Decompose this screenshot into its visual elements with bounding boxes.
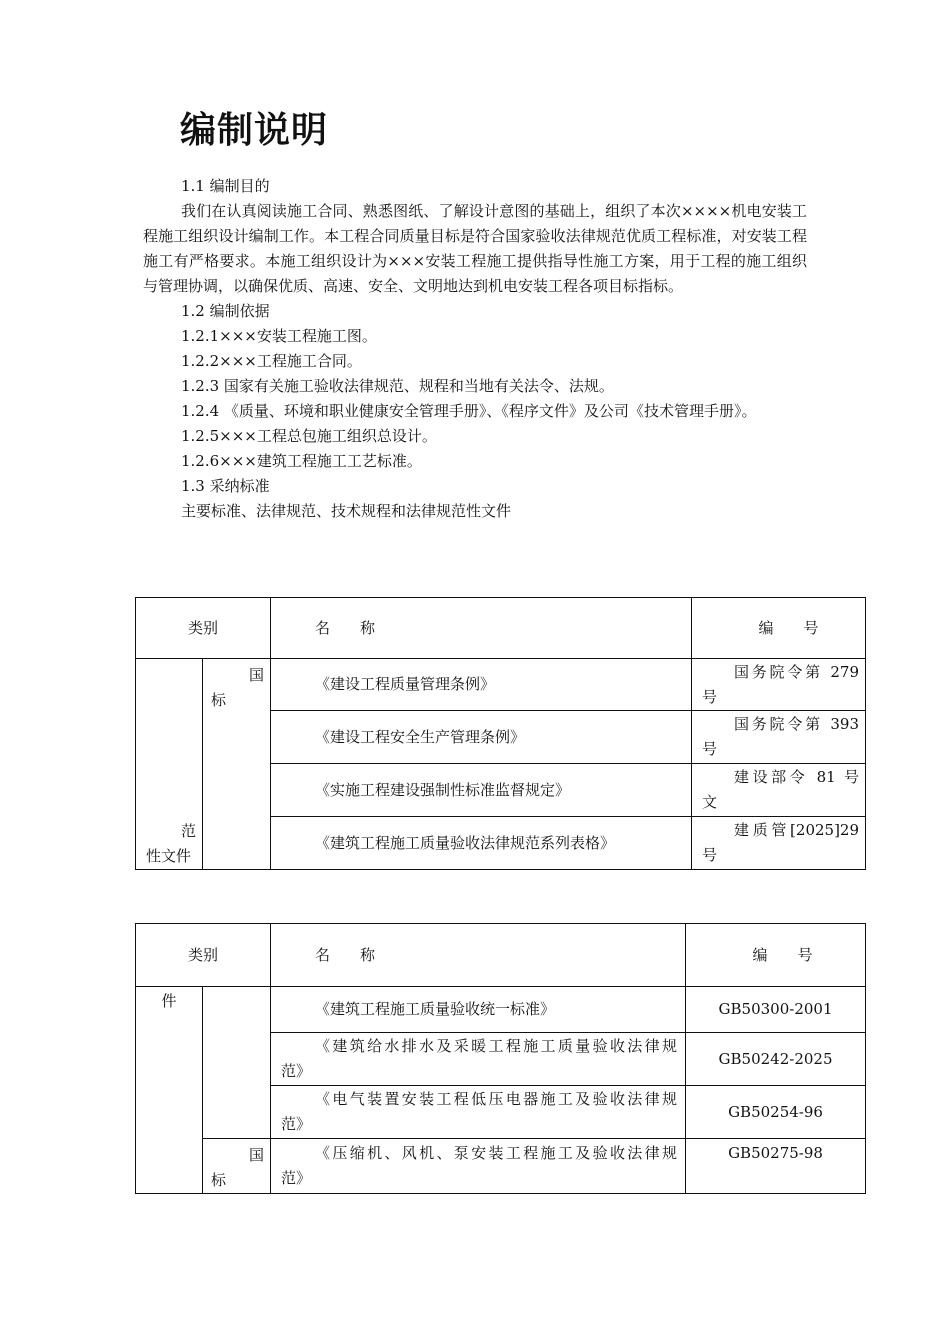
section-paragraph-1-3: 主要标准、法律规范、技术规程和法律规范性文件 [181,502,512,520]
header-name: 名 称 [271,924,686,987]
header-category: 类别 [136,598,271,659]
category-label-top: 国 [249,1146,265,1164]
category-label-bottom: 标 [211,691,227,709]
standard-name: 《实施工程建设强制性标准监督规定》 [271,764,692,817]
standard-code: GB50242-2025 [686,1033,866,1086]
group-label-bottom: 性文件 [146,847,192,865]
table-row [136,987,866,1033]
page-title: 编制说明 [180,110,329,151]
standards-table-1 [135,597,866,870]
category-label-bottom: 标 [211,1171,227,1189]
document-body [143,174,807,524]
standard-code: 建质管[2025]29 号 [692,817,866,870]
header-code: 编 号 [686,924,866,987]
category-cell [203,1139,271,1194]
header-category: 类别 [136,924,271,987]
category-cell-empty [203,987,271,1139]
basis-item: 1.2.3 国家有关施工验收法律规范、规程和当地有关法令、法规。 [181,377,614,395]
standard-code: 建设部令 81 号 文 [692,764,866,817]
standard-name: 《建筑工程施工质量验收统一标准》 [271,987,686,1033]
standard-name: 《建筑给水排水及采暖工程施工质量验收法律规 范》 [271,1033,686,1086]
section-heading-1-3: 1.3 采纳标准 [181,477,270,495]
standards-table-2 [135,923,866,1194]
basis-item: 1.2.1×××安装工程施工图。 [181,327,377,345]
standard-code: GB50275-98 [686,1139,866,1194]
header-name: 名 称 [271,598,692,659]
basis-item: 1.2.4 《质量、环境和职业健康安全管理手册》、《程序文件》及公司《技术管理手册》。 [181,402,757,420]
standard-code: 国务院令第 393 号 [692,711,866,764]
basis-item: 1.2.5×××工程总包施工组织总设计。 [181,427,437,445]
table-header-row [136,924,866,987]
standard-name: 《电气装置安装工程低压电器施工及验收法律规 范》 [271,1086,686,1139]
category-cell [203,659,271,870]
category-label-top: 国 [249,666,265,684]
table-row [136,659,866,711]
basis-item: 1.2.6×××建筑工程施工工艺标准。 [181,452,422,470]
standard-name: 《建筑工程施工质量验收法律规范系列表格》 [271,817,692,870]
group-label-cell [136,987,203,1194]
group-label-top: 范 [180,822,196,840]
section-heading-1-2: 1.2 编制依据 [181,302,270,320]
table-header-row [136,598,866,659]
standard-name: 《建设工程质量管理条例》 [271,659,692,711]
section-paragraph-1-1: 我们在认真阅读施工合同、熟悉图纸、了解设计意图的基础上，组织了本次××××机电安装工程施工组织设计编制工作。本工程合同质量目标是符合国家验收法律规范优质工程标准，对安装工程施工有严格要求。本施工组织设计为×××安装工程施工提供指导性施工方案，用于工程的施工组织与管理协调，以确保优质、高速、安全、文明地达到机电安装工程各项目标指标。 [143,202,807,295]
group-label-top: 件 [161,992,177,1010]
standard-name: 《压缩机、风机、泵安装工程施工及验收法律规 范》 [271,1139,686,1194]
basis-item: 1.2.2×××工程施工合同。 [181,352,362,370]
group-label-cell [136,659,203,870]
table-row [136,1139,866,1194]
section-heading-1-1: 1.1 编制目的 [181,177,270,195]
standard-code: GB50254-96 [686,1086,866,1139]
header-code: 编 号 [692,598,866,659]
standard-code: 国务院令第 279 号 [692,659,866,711]
standard-name: 《建设工程安全生产管理条例》 [271,711,692,764]
standard-code: GB50300-2001 [686,987,866,1033]
